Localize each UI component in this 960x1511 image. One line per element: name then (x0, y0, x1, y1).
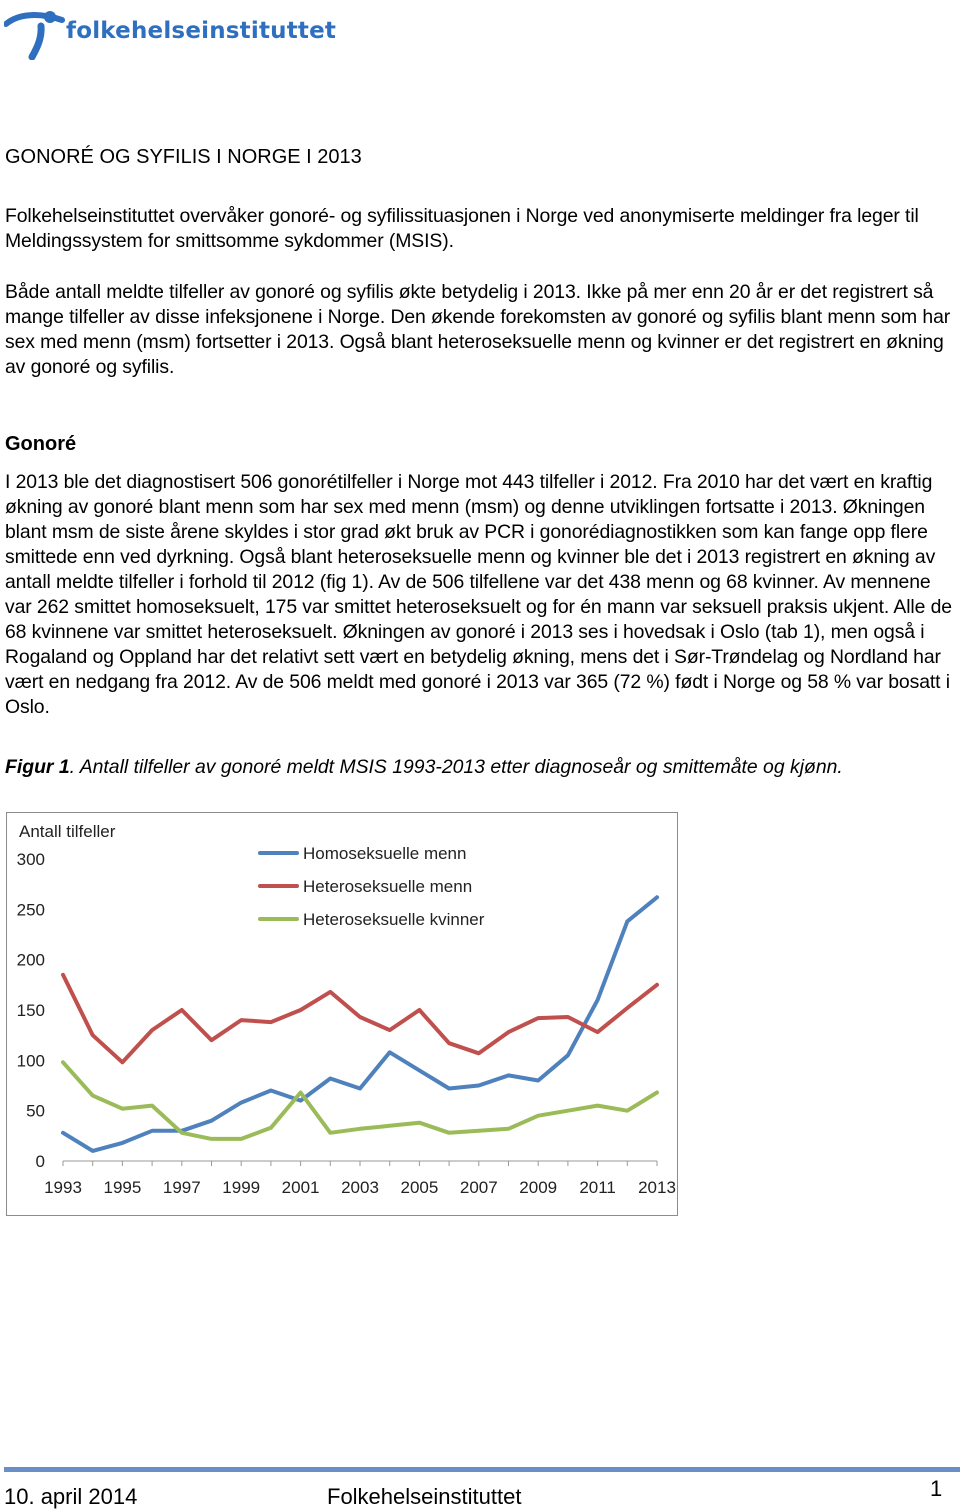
footer-organization: Folkehelseinstituttet (327, 1484, 522, 1509)
data-point-heteroseksuelle-menn (507, 1031, 510, 1034)
document-title: GONORÉ OG SYFILIS I NORGE I 2013 (5, 146, 362, 168)
data-point-homoseksuelle-menn (240, 1101, 243, 1104)
x-tick-label: 1995 (103, 1178, 142, 1197)
data-point-heteroseksuelle-kvinner (418, 1121, 421, 1124)
y-tick-label: 250 (16, 900, 45, 920)
data-point-heteroseksuelle-kvinner (151, 1104, 154, 1107)
data-point-heteroseksuelle-menn (537, 1017, 540, 1020)
x-tick-label: 1999 (222, 1178, 261, 1197)
data-point-homoseksuelle-menn (537, 1079, 540, 1082)
data-point-heteroseksuelle-menn (626, 1006, 629, 1009)
data-point-heteroseksuelle-kvinner (537, 1114, 540, 1117)
data-point-heteroseksuelle-kvinner (656, 1091, 659, 1094)
y-tick-label: 200 (16, 950, 45, 970)
data-point-homoseksuelle-menn (62, 1131, 65, 1134)
data-point-heteroseksuelle-menn (418, 1009, 421, 1012)
data-point-heteroseksuelle-kvinner (269, 1126, 272, 1129)
series-line-heteroseksuelle-menn (63, 975, 657, 1063)
logo-figure-icon (4, 4, 68, 60)
x-tick-label: 1997 (162, 1178, 201, 1197)
y-tick-label: 50 (26, 1101, 45, 1121)
legend-label: Heteroseksuelle menn (303, 877, 473, 896)
data-point-homoseksuelle-menn (388, 1051, 391, 1054)
data-point-heteroseksuelle-kvinner (596, 1104, 599, 1107)
data-point-homoseksuelle-menn (329, 1077, 332, 1080)
y-axis-title: Antall tilfeller (19, 822, 116, 841)
data-point-heteroseksuelle-menn (477, 1052, 480, 1055)
data-point-heteroseksuelle-kvinner (477, 1129, 480, 1132)
data-point-heteroseksuelle-menn (388, 1029, 391, 1032)
y-tick-label: 150 (16, 1001, 45, 1020)
data-point-homoseksuelle-menn (121, 1141, 124, 1144)
data-point-heteroseksuelle-menn (240, 1019, 243, 1022)
footer-rule (4, 1467, 960, 1472)
x-tick-label: 2001 (281, 1178, 320, 1197)
data-point-heteroseksuelle-menn (121, 1061, 124, 1064)
figure-label: Figur 1 (5, 756, 70, 778)
data-point-heteroseksuelle-kvinner (388, 1124, 391, 1127)
y-tick-label: 0 (35, 1152, 45, 1171)
data-point-homoseksuelle-menn (477, 1084, 480, 1087)
legend-label: Homoseksuelle menn (303, 844, 467, 863)
data-point-heteroseksuelle-kvinner (329, 1131, 332, 1134)
x-tick-label: 2009 (519, 1178, 558, 1197)
x-tick-label: 2011 (579, 1178, 616, 1197)
legend-label: Heteroseksuelle kvinner (303, 910, 485, 929)
data-point-heteroseksuelle-menn (62, 973, 65, 976)
data-point-homoseksuelle-menn (91, 1149, 94, 1152)
data-point-heteroseksuelle-kvinner (626, 1109, 629, 1112)
institute-logo (4, 4, 337, 60)
data-point-heteroseksuelle-kvinner (566, 1109, 569, 1112)
data-point-heteroseksuelle-kvinner (62, 1061, 65, 1064)
data-point-heteroseksuelle-menn (151, 1029, 154, 1032)
page-number: 1 (930, 1476, 943, 1501)
data-point-homoseksuelle-menn (151, 1129, 154, 1132)
chart-canvas (7, 813, 677, 1215)
data-point-heteroseksuelle-kvinner (507, 1127, 510, 1130)
data-point-heteroseksuelle-kvinner (210, 1137, 213, 1140)
x-tick-label: 2007 (459, 1178, 498, 1197)
data-point-heteroseksuelle-menn (359, 1016, 362, 1019)
data-point-homoseksuelle-menn (210, 1119, 213, 1122)
data-point-homoseksuelle-menn (269, 1089, 272, 1092)
data-point-homoseksuelle-menn (656, 896, 659, 899)
figure-caption (5, 756, 843, 779)
data-point-heteroseksuelle-menn (299, 1009, 302, 1012)
series-line-homoseksuelle-menn (63, 897, 657, 1151)
data-point-homoseksuelle-menn (359, 1087, 362, 1090)
data-point-heteroseksuelle-menn (180, 1009, 183, 1012)
x-tick-label: 2005 (400, 1178, 439, 1197)
data-point-homoseksuelle-menn (626, 920, 629, 923)
section-heading: Gonoré (5, 433, 77, 455)
data-point-heteroseksuelle-kvinner (240, 1137, 243, 1140)
section-body: I 2013 ble det diagnostisert 506 gonorétilfeller i Norge mot 443 tilfeller i 2012. Fra 2010 har det vært en kraftig økning av gonoré blant menn som har sex med menn (msm) og denne utviklingen fortsatte i 2013. Økningen blant msm de siste årene skyldes i stor grad økt bruk av PCR i gonorédiagnostikken som kan fange opp flere smittede enn ved dyrkning. Også blant heteroseksuelle menn og kvinner ble det i 2013 registrert en økning av antall meldte tilfeller i forhold til 2012 (fig 1). Av de 506 tilfellene var det 438 menn og 68 kvinner. Av mennene var 262 smittet homoseksuelt, 175 var smittet heteroseksuelt og for én mann var seksuell praksis ukjent. Alle de 68 kvinnene var smittet heteroseksuelt. Økningen av gonoré i 2013 ses i hovedsak i Oslo (tab 1), men også i Rogaland og Oppland har det relativt sett vært en betydelig økning, mens det i Sør-Trøndelag og Nordland har vært en nedgang fra 2012. Av de 506 meldt med gonoré i 2013 var 365 (72 %) født i Norge og 58 % var bosatt i Oslo. (5, 471, 952, 718)
data-point-homoseksuelle-menn (418, 1069, 421, 1072)
data-point-heteroseksuelle-kvinner (448, 1131, 451, 1134)
data-point-homoseksuelle-menn (448, 1087, 451, 1090)
y-tick-label: 100 (16, 1051, 45, 1071)
summary-paragraph: Både antall meldte tilfeller av gonoré og syfilis økte betydelig i 2013. Ikke på mer enn 20 år er det registrert så mange tilfeller av disse infeksjonene i Norge. Den økende forekomsten av gonoré og syfilis blant menn som har sex med menn (msm) fortsetter i 2013. Også blant heteroseksuelle menn og kvinner er det registrert en økning av gonoré og syfilis. (5, 281, 951, 378)
data-point-homoseksuelle-menn (566, 1054, 569, 1057)
data-point-heteroseksuelle-menn (656, 983, 659, 986)
x-tick-label: 2013 (638, 1178, 676, 1197)
data-point-heteroseksuelle-kvinner (91, 1094, 94, 1097)
data-point-heteroseksuelle-menn (566, 1016, 569, 1019)
data-point-heteroseksuelle-menn (448, 1042, 451, 1045)
data-point-homoseksuelle-menn (596, 998, 599, 1001)
data-point-heteroseksuelle-menn (596, 1031, 599, 1034)
data-point-homoseksuelle-menn (507, 1074, 510, 1077)
data-point-homoseksuelle-menn (299, 1099, 302, 1102)
data-point-heteroseksuelle-menn (210, 1039, 213, 1042)
footer-date: 10. april 2014 (4, 1484, 138, 1509)
data-point-heteroseksuelle-kvinner (180, 1131, 183, 1134)
data-point-heteroseksuelle-kvinner (299, 1091, 302, 1094)
data-point-heteroseksuelle-menn (329, 990, 332, 993)
y-tick-label: 300 (16, 850, 45, 869)
data-point-heteroseksuelle-menn (269, 1021, 272, 1024)
data-point-heteroseksuelle-kvinner (121, 1107, 124, 1110)
gonorrhea-chart (6, 812, 678, 1216)
x-tick-label: 2003 (341, 1178, 379, 1197)
figure-caption-text: . Antall tilfeller av gonoré meldt MSIS 1993-2013 etter diagnoseår og smittemåte og kjønn. (69, 756, 843, 778)
x-tick-label: 1993 (44, 1178, 82, 1197)
data-point-heteroseksuelle-kvinner (359, 1127, 362, 1130)
logo-text: folkehelseinstituttet (66, 18, 337, 44)
data-point-heteroseksuelle-menn (91, 1034, 94, 1037)
intro-paragraph: Folkehelseinstituttet overvåker gonoré- og syfilissituasjonen i Norge ved anonymiserte meldinger fra leger til Meldingssystem for smittsomme sykdommer (MSIS). (5, 205, 919, 252)
